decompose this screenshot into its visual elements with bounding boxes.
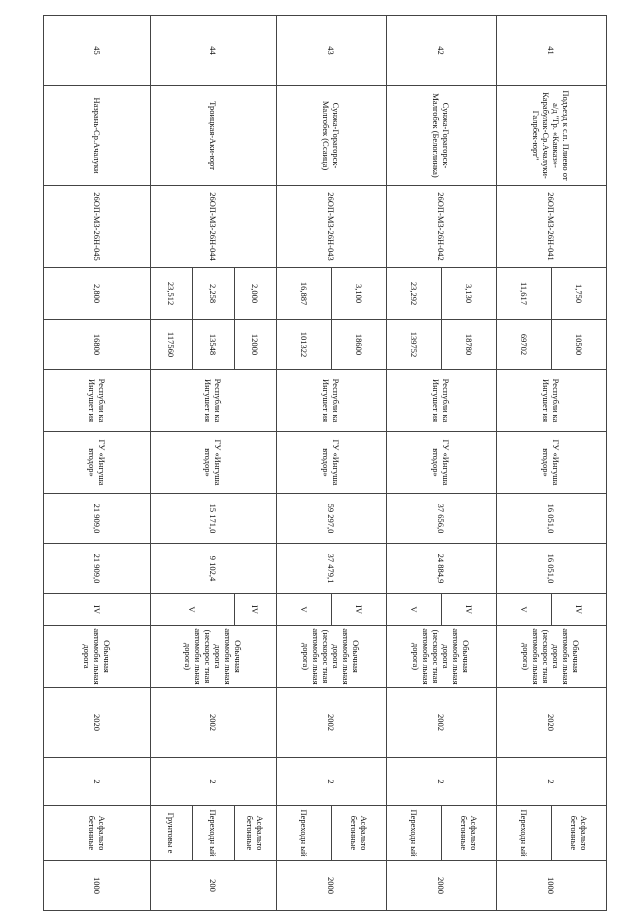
owner-cell: ГУ «Ингуша втодор»	[387, 432, 497, 494]
category-cell: V	[151, 594, 235, 626]
length-cell: 2,800	[44, 268, 151, 320]
subject-cell: Республи ка Ингушет ия	[497, 370, 607, 432]
lanes-cell: 2	[151, 758, 277, 806]
road-code: 26ОП-МЗ-26Н-045	[44, 186, 151, 268]
length-cell: 23,512	[151, 268, 193, 320]
year-cell: 2002	[387, 688, 497, 758]
category-cell: IV	[332, 594, 387, 626]
traffic-cell: 10500	[552, 320, 607, 370]
lanes-cell: 2	[387, 758, 497, 806]
traffic-cell: 117560	[151, 320, 193, 370]
lanes-cell: 2	[277, 758, 387, 806]
cost2-cell: 21 909,0	[44, 544, 151, 594]
road-name: Сунжа-Горагорск-Малгобек (Ссаица)	[277, 86, 387, 186]
length-cell: 3,130	[442, 268, 497, 320]
owner-cell: ГУ «Ингуша втодор»	[151, 432, 277, 494]
row-number: 41	[497, 16, 607, 86]
road-code: 26ОП-МЗ-26Н-041	[497, 186, 607, 268]
width-cell: 2000	[277, 861, 387, 911]
category-cell: IV	[235, 594, 277, 626]
width-cell: 1000	[44, 861, 151, 911]
length-cell: 23,292	[387, 268, 442, 320]
cost-cell: 16 051,0	[497, 494, 607, 544]
category-cell: IV	[442, 594, 497, 626]
surface-cell: Асфальто бетонные	[442, 806, 497, 861]
surface-cell: Асфальто бетонные	[552, 806, 607, 861]
road-name: Назрань-Ср.Ачалуки	[44, 86, 151, 186]
cost2-cell: 24 884,9	[387, 544, 497, 594]
category-cell: IV	[552, 594, 607, 626]
road-name: Сунжа-Горагорск-Малгобек (Белоглинка)	[387, 86, 497, 186]
width-cell: 200	[151, 861, 277, 911]
road-type-cell: Обычная автомоби льная дорога (нескорос тная автомоби льная дорога)	[277, 626, 387, 688]
subject-cell: Республи ка Ингушет ия	[44, 370, 151, 432]
cost-cell: 37 656,0	[387, 494, 497, 544]
category-cell: V	[277, 594, 332, 626]
year-cell: 2020	[497, 688, 607, 758]
cost2-cell: 9 102,4	[151, 544, 277, 594]
traffic-cell: 16800	[44, 320, 151, 370]
road-name: Троицкая-Аки-юрт	[151, 86, 277, 186]
table-row	[552, 16, 607, 911]
road-registry-table	[43, 15, 607, 911]
owner-cell: ГУ «Ингуша втодор»	[44, 432, 151, 494]
traffic-cell: 101322	[277, 320, 332, 370]
length-cell: 1,750	[552, 268, 607, 320]
road-type-cell: Обычная автомоби льная дорога (нескорос тная автомоби льная дорога)	[387, 626, 497, 688]
traffic-cell: 13548	[193, 320, 235, 370]
lanes-cell: 2	[497, 758, 607, 806]
surface-cell: Переходн ый	[277, 806, 332, 861]
table-row	[44, 16, 151, 911]
lanes-cell: 2	[44, 758, 151, 806]
table-row	[442, 16, 497, 911]
traffic-cell: 69702	[497, 320, 552, 370]
owner-cell: ГУ «Ингуша втодор»	[497, 432, 607, 494]
category-cell: IV	[44, 594, 151, 626]
surface-cell: Переходн ый	[497, 806, 552, 861]
traffic-cell: 12000	[235, 320, 277, 370]
subject-cell: Республи ка Ингушет ия	[277, 370, 387, 432]
owner-cell: ГУ «Ингуша втодор»	[277, 432, 387, 494]
traffic-cell: 139752	[387, 320, 442, 370]
road-type-cell: Обычная автомоби льная дорога (нескорос тная автомоби льная дорога)	[151, 626, 277, 688]
surface-cell: Переходн ый	[387, 806, 442, 861]
road-type-cell: Обычная автомоби льная дорога (нескорос тная автомоби льная дорога)	[497, 626, 607, 688]
width-cell: 1000	[497, 861, 607, 911]
length-cell: 16,887	[277, 268, 332, 320]
surface-cell: Асфальто бетонные	[332, 806, 387, 861]
table-row	[235, 16, 277, 911]
width-cell: 2000	[387, 861, 497, 911]
year-cell: 2020	[44, 688, 151, 758]
traffic-cell: 18600	[332, 320, 387, 370]
rotated-table-container	[47, 15, 607, 905]
subject-cell: Республи ка Ингушет ия	[387, 370, 497, 432]
length-cell: 3,100	[332, 268, 387, 320]
surface-cell: Асфальто бетонные	[44, 806, 151, 861]
cost-cell: 15 171,0	[151, 494, 277, 544]
surface-cell: Переходн ый	[193, 806, 235, 861]
year-cell: 2002	[277, 688, 387, 758]
road-name: Подъезд к с.п. Плиево от а/д "Гр. «Кавказ»-Карабулак-Ср.Ачалуки-Галрбек-юрт"	[497, 86, 607, 186]
subject-cell: Республи ка Ингушет ия	[151, 370, 277, 432]
table-row	[332, 16, 387, 911]
row-number: 44	[151, 16, 277, 86]
row-number: 45	[44, 16, 151, 86]
road-code: 26ОП-МЗ-26Н-042	[387, 186, 497, 268]
road-code: 26ОП-МЗ-26Н-043	[277, 186, 387, 268]
length-cell: 2,258	[193, 268, 235, 320]
row-number: 43	[277, 16, 387, 86]
length-cell: 11,617	[497, 268, 552, 320]
surface-cell: Грунтовы е	[151, 806, 193, 861]
cost2-cell: 37 479,1	[277, 544, 387, 594]
category-cell: V	[387, 594, 442, 626]
surface-cell: Асфальто бетонные	[235, 806, 277, 861]
year-cell: 2002	[151, 688, 277, 758]
row-number: 42	[387, 16, 497, 86]
category-cell: V	[497, 594, 552, 626]
traffic-cell: 18780	[442, 320, 497, 370]
cost-cell: 21 909,0	[44, 494, 151, 544]
road-type-cell: Обычная автомоби льная дорога	[44, 626, 151, 688]
road-code: 26ОП-МЗ-26Н-044	[151, 186, 277, 268]
cost-cell: 59 297,0	[277, 494, 387, 544]
cost2-cell: 16 051,0	[497, 544, 607, 594]
length-cell: 2,000	[235, 268, 277, 320]
